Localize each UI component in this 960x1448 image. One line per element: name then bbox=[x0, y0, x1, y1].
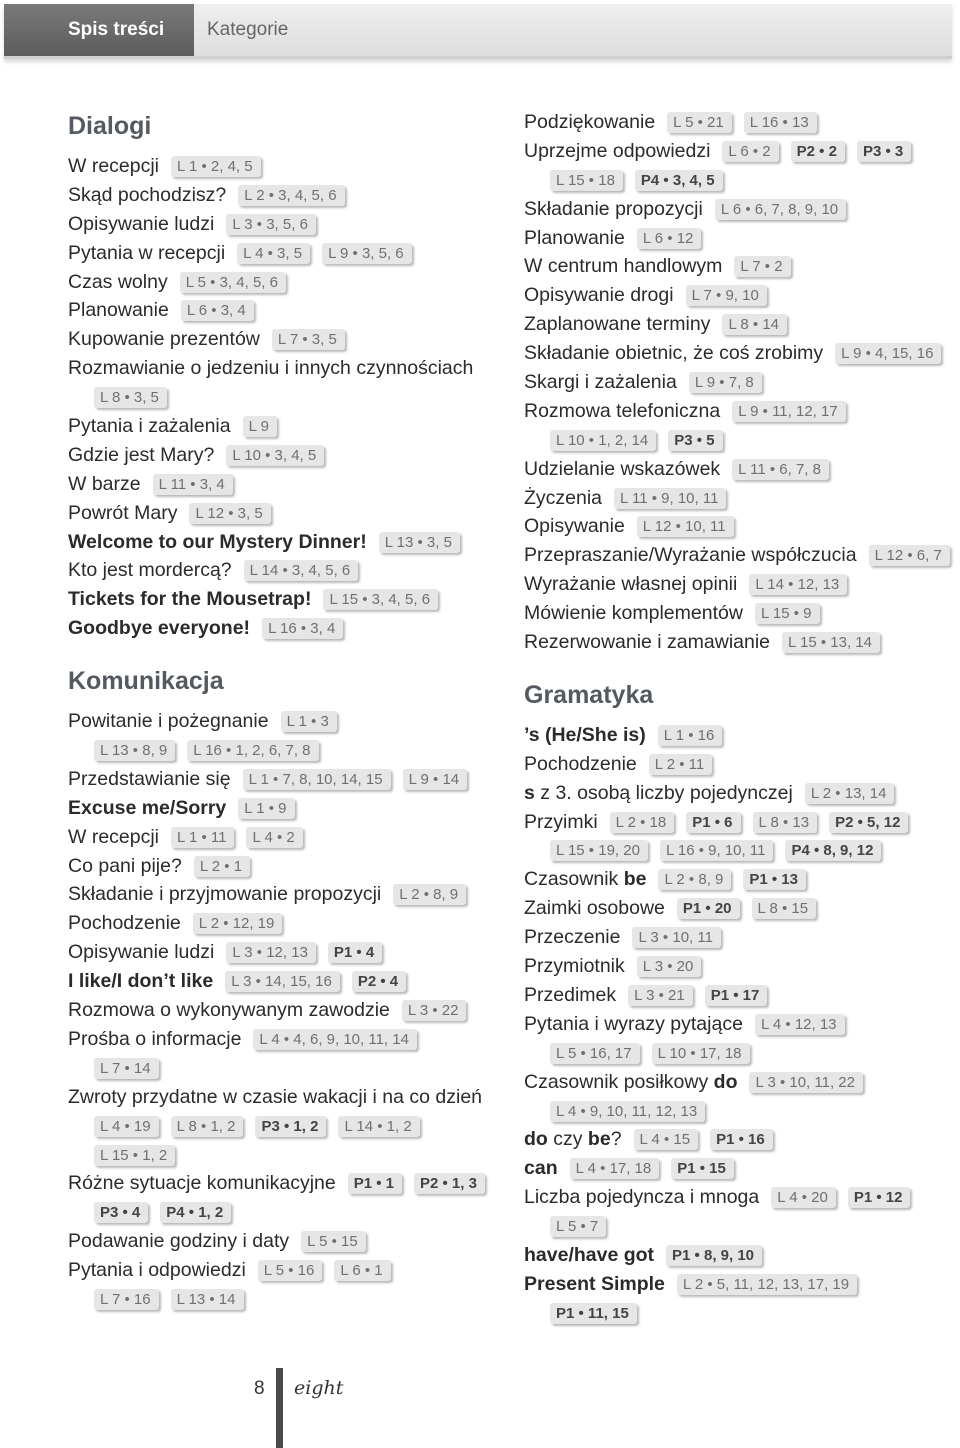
entry-label-bold: do bbox=[713, 1070, 738, 1093]
index-entry bbox=[68, 1025, 508, 1054]
entry-label[interactable]: W centrum handlowym bbox=[524, 255, 723, 278]
index-entry bbox=[68, 239, 508, 268]
entry-label[interactable]: Co pani pije? bbox=[68, 854, 182, 877]
index-entry bbox=[524, 1039, 949, 1068]
index-entry bbox=[68, 383, 508, 412]
entry-label[interactable]: Tickets for the Mousetrap! bbox=[68, 588, 312, 611]
section-heading: Dialogi bbox=[68, 112, 152, 140]
index-entry bbox=[68, 499, 508, 528]
entry-label[interactable]: Skąd pochodzisz? bbox=[68, 183, 227, 206]
lesson-reference-badge[interactable]: P4 • 3, 4, 5 bbox=[635, 170, 723, 191]
lesson-reference-badge[interactable]: L 3 • 3, 5, 6 bbox=[226, 214, 316, 235]
lesson-reference-badge[interactable]: P1 • 17 bbox=[705, 985, 768, 1006]
lesson-reference-badge[interactable]: L 4 • 3, 5 bbox=[237, 243, 310, 264]
lesson-reference-badge[interactable]: L 12 • 3, 5 bbox=[189, 503, 270, 524]
index-entry bbox=[524, 1183, 949, 1212]
lesson-reference-badge[interactable]: L 1 • 9 bbox=[238, 798, 294, 819]
index-entry bbox=[524, 1010, 949, 1039]
lesson-reference-badge[interactable]: L 8 • 1, 2 bbox=[171, 1116, 244, 1137]
entry-label-bold: do bbox=[524, 1128, 548, 1151]
lesson-reference-badge[interactable]: L 10 • 17, 18 bbox=[652, 1043, 750, 1064]
lesson-reference-badge[interactable]: L 5 • 7 bbox=[550, 1216, 606, 1237]
lesson-reference-badge[interactable]: L 9 • 11, 12, 17 bbox=[732, 401, 846, 422]
entry-label[interactable]: Udzielanie wskazówek bbox=[524, 457, 721, 480]
index-entry bbox=[524, 108, 949, 137]
index-entry bbox=[68, 354, 508, 383]
index-entry bbox=[68, 441, 508, 470]
lesson-reference-badge[interactable]: L 8 • 13 bbox=[753, 812, 818, 833]
lesson-reference-badge[interactable]: L 10 • 1, 2, 14 bbox=[550, 430, 656, 451]
index-entry bbox=[68, 152, 508, 181]
lesson-reference-badge[interactable]: L 15 • 9 bbox=[755, 603, 820, 624]
index-entry bbox=[524, 808, 949, 837]
index-entry bbox=[68, 296, 508, 325]
entry-label[interactable]: Rezerwowanie i zamawianie bbox=[524, 631, 771, 654]
lesson-reference-badge[interactable]: L 6 • 1 bbox=[334, 1260, 390, 1281]
index-entry bbox=[68, 852, 508, 881]
lesson-reference-badge[interactable]: L 6 • 6, 7, 8, 9, 10 bbox=[715, 199, 846, 220]
lesson-reference-badge[interactable]: L 4 • 4, 6, 9, 10, 11, 14 bbox=[253, 1029, 417, 1050]
index-entry bbox=[68, 1112, 508, 1141]
lesson-reference-badge[interactable]: L 9 • 7, 8 bbox=[689, 372, 762, 393]
entry-label[interactable] bbox=[524, 782, 793, 804]
entry-label-text: Czasownik posiłkowy bbox=[524, 1070, 714, 1093]
entry-label[interactable]: Pochodzenie bbox=[524, 752, 637, 775]
index-entry bbox=[524, 952, 949, 981]
lesson-reference-badge[interactable]: L 2 • 18 bbox=[610, 812, 675, 833]
entry-label[interactable]: Rozmowa o wykonywanym zawodzie bbox=[68, 999, 390, 1022]
lesson-reference-badge[interactable]: P1 • 11, 15 bbox=[550, 1303, 637, 1324]
entry-label-text: ? bbox=[610, 1128, 622, 1151]
index-entry bbox=[524, 1154, 949, 1183]
index-entry bbox=[524, 281, 949, 310]
page-number: 8 bbox=[254, 1378, 265, 1399]
lesson-reference-badge[interactable]: L 5 • 15 bbox=[301, 1231, 366, 1252]
lesson-reference-badge[interactable]: P2 • 1, 3 bbox=[414, 1173, 485, 1194]
lesson-reference-badge[interactable]: L 14 • 12, 13 bbox=[749, 574, 847, 595]
entry-label[interactable]: Pytania i wyrazy pytające bbox=[524, 1012, 743, 1035]
entry-label[interactable]: Przymiotnik bbox=[524, 955, 625, 978]
entry-label[interactable] bbox=[524, 1128, 622, 1150]
lesson-reference-badge[interactable]: L 3 • 20 bbox=[637, 956, 702, 977]
lesson-reference-badge[interactable]: L 12 • 6, 7 bbox=[869, 545, 950, 566]
entry-label[interactable]: Opisywanie bbox=[524, 515, 625, 538]
lesson-reference-badge[interactable]: L 7 • 9, 10 bbox=[686, 285, 767, 306]
index-entry bbox=[68, 1227, 508, 1256]
footer-divider bbox=[276, 1368, 283, 1448]
index-entry bbox=[524, 512, 949, 541]
entry-label[interactable]: have/have got bbox=[524, 1243, 655, 1266]
index-entry bbox=[524, 1125, 949, 1154]
lesson-reference-badge[interactable]: L 9 • 4, 15, 16 bbox=[835, 343, 941, 364]
lesson-reference-badge[interactable]: P3 • 1, 2 bbox=[255, 1116, 326, 1137]
lesson-reference-badge[interactable]: L 4 • 20 bbox=[771, 1187, 836, 1208]
lesson-reference-badge[interactable]: L 7 • 3, 5 bbox=[272, 329, 345, 350]
lesson-reference-badge[interactable]: L 6 • 3, 4 bbox=[181, 300, 254, 321]
index-entry bbox=[68, 614, 508, 643]
lesson-reference-badge[interactable]: L 12 • 10, 11 bbox=[637, 516, 734, 537]
entry-label[interactable]: Planowanie bbox=[68, 299, 169, 322]
lesson-reference-badge[interactable]: L 5 • 21 bbox=[667, 112, 732, 133]
section-heading: Komunikacja bbox=[68, 667, 224, 696]
entry-label[interactable]: Rozmowa telefoniczna bbox=[524, 399, 721, 422]
entry-label[interactable]: Liczba pojedyncza i mnoga bbox=[524, 1186, 760, 1209]
index-entry bbox=[524, 1212, 949, 1241]
entry-label[interactable]: Przyimki bbox=[524, 810, 598, 833]
entry-label[interactable]: Opisywanie ludzi bbox=[68, 941, 215, 964]
entry-label[interactable]: Pytania i odpowiedzi bbox=[68, 1259, 246, 1282]
lesson-reference-badge[interactable]: L 15 • 1, 2 bbox=[94, 1145, 175, 1166]
index-entry bbox=[524, 310, 949, 339]
lesson-reference-badge[interactable]: L 13 • 8, 9 bbox=[94, 740, 175, 761]
lesson-reference-badge[interactable]: L 3 • 10, 11, 22 bbox=[749, 1072, 863, 1093]
lesson-reference-badge[interactable]: P1 • 1 bbox=[348, 1173, 402, 1194]
index-entry bbox=[68, 268, 508, 297]
entry-label[interactable]: Planowanie bbox=[524, 226, 625, 249]
lesson-reference-badge[interactable]: L 2 • 8, 9 bbox=[658, 869, 731, 890]
lesson-reference-badge[interactable]: P1 • 4 bbox=[328, 942, 382, 963]
lesson-reference-badge[interactable]: P1 • 15 bbox=[671, 1158, 734, 1179]
lesson-reference-badge[interactable]: L 1 • 16 bbox=[658, 725, 723, 746]
index-entry bbox=[524, 599, 949, 628]
index-entry bbox=[524, 981, 949, 1010]
index-entry bbox=[68, 880, 508, 909]
entry-label[interactable]: Czas wolny bbox=[68, 270, 168, 293]
lesson-reference-badge[interactable]: L 11 • 3, 4 bbox=[153, 474, 233, 495]
index-entry bbox=[68, 1256, 508, 1285]
lesson-reference-badge[interactable]: L 3 • 21 bbox=[628, 985, 693, 1006]
lesson-reference-badge[interactable]: L 4 • 15 bbox=[634, 1129, 699, 1150]
lesson-reference-badge[interactable]: P3 • 4 bbox=[94, 1202, 148, 1223]
lesson-reference-badge[interactable]: L 16 • 9, 10, 11 bbox=[660, 840, 774, 861]
index-entry bbox=[68, 794, 508, 823]
lesson-reference-badge[interactable]: L 9 • 3, 5, 6 bbox=[322, 243, 412, 264]
page-number-word: eight bbox=[294, 1377, 344, 1399]
entry-label[interactable]: Excuse me/Sorry bbox=[68, 796, 227, 819]
index-entry bbox=[524, 836, 949, 865]
lesson-reference-badge[interactable]: L 1 • 7, 8, 10, 14, 15 bbox=[243, 769, 391, 790]
entry-label[interactable]: Zaplanowane terminy bbox=[524, 313, 711, 336]
entry-label[interactable]: Skargi i zażalenia bbox=[524, 371, 677, 394]
lesson-reference-badge[interactable]: L 15 • 13, 14 bbox=[782, 632, 880, 653]
lesson-reference-badge[interactable]: P2 • 4 bbox=[352, 971, 406, 992]
lesson-reference-badge[interactable]: L 2 • 3, 4, 5, 6 bbox=[238, 185, 344, 206]
lesson-reference-badge[interactable]: L 13 • 14 bbox=[171, 1289, 244, 1310]
index-entry bbox=[524, 252, 949, 281]
index-entry bbox=[68, 765, 508, 794]
lesson-reference-badge[interactable]: L 4 • 19 bbox=[94, 1116, 159, 1137]
lesson-reference-badge[interactable]: L 9 • 14 bbox=[403, 769, 468, 790]
lesson-reference-badge[interactable]: P1 • 13 bbox=[743, 869, 806, 890]
entry-label-text: czy bbox=[547, 1128, 588, 1151]
lesson-reference-badge[interactable]: L 9 bbox=[243, 416, 277, 437]
entry-label[interactable] bbox=[524, 1071, 737, 1093]
entry-label[interactable]: Gdzie jest Mary? bbox=[68, 443, 215, 466]
index-entry bbox=[524, 137, 949, 166]
index-entry bbox=[524, 484, 949, 513]
tab-bar bbox=[4, 4, 952, 59]
entry-label[interactable]: Podawanie godziny i daty bbox=[68, 1230, 290, 1253]
index-entry bbox=[524, 1097, 949, 1126]
lesson-reference-badge[interactable]: P2 • 2 bbox=[791, 141, 845, 162]
entry-label[interactable]: Składanie propozycji bbox=[524, 197, 703, 220]
index-entry bbox=[68, 1198, 508, 1227]
lesson-reference-badge[interactable]: L 1 • 2, 4, 5 bbox=[171, 156, 261, 177]
entry-label[interactable]: Przedimek bbox=[524, 983, 617, 1006]
entry-label[interactable]: Welcome to our Mystery Dinner! bbox=[68, 530, 367, 553]
index-entry bbox=[524, 397, 949, 426]
entry-label[interactable]: Mówienie komplementów bbox=[524, 602, 743, 625]
lesson-reference-badge[interactable]: L 16 • 3, 4 bbox=[262, 618, 343, 639]
index-entry bbox=[68, 707, 508, 736]
index-entry bbox=[524, 721, 949, 750]
lesson-reference-badge[interactable]: L 3 • 12, 13 bbox=[226, 942, 316, 963]
lesson-reference-badge[interactable]: L 15 • 18 bbox=[550, 170, 623, 191]
index-entry bbox=[524, 195, 949, 224]
lesson-reference-badge[interactable]: L 8 • 3, 5 bbox=[94, 387, 167, 408]
entry-label-bold: s bbox=[524, 781, 535, 804]
entry-label[interactable]: Kupowanie prezentów bbox=[68, 328, 260, 351]
lesson-reference-badge[interactable]: L 2 • 11 bbox=[649, 754, 712, 775]
lesson-reference-badge[interactable]: L 7 • 2 bbox=[734, 256, 790, 277]
lesson-reference-badge[interactable]: L 15 • 19, 20 bbox=[550, 840, 648, 861]
entry-label[interactable]: Różne sytuacje komunikacyjne bbox=[68, 1172, 336, 1195]
lesson-reference-badge[interactable]: L 2 • 13, 14 bbox=[805, 783, 895, 804]
lesson-reference-badge[interactable]: L 4 • 17, 18 bbox=[570, 1158, 660, 1179]
entry-label[interactable]: Pytania i zażalenia bbox=[68, 415, 231, 438]
entry-label[interactable]: Podziękowanie bbox=[524, 111, 656, 133]
lesson-reference-badge[interactable]: P4 • 8, 9, 12 bbox=[785, 840, 881, 861]
lesson-reference-badge[interactable]: L 2 • 8, 9 bbox=[393, 884, 466, 905]
lesson-reference-badge[interactable]: L 13 • 3, 5 bbox=[379, 532, 460, 553]
entry-label[interactable]: Prośba o informacje bbox=[68, 1027, 242, 1050]
entry-label[interactable]: W recepcji bbox=[68, 155, 160, 177]
lesson-reference-badge[interactable]: L 3 • 22 bbox=[402, 1000, 467, 1021]
index-entry bbox=[68, 1054, 508, 1083]
lesson-reference-badge[interactable]: P1 • 6 bbox=[686, 812, 740, 833]
index-entry bbox=[68, 528, 508, 557]
lesson-reference-badge[interactable]: L 5 • 16, 17 bbox=[550, 1043, 640, 1064]
index-entry bbox=[68, 1285, 508, 1314]
index-entry bbox=[524, 1270, 949, 1299]
section-heading: Gramatyka bbox=[524, 680, 654, 709]
lesson-reference-badge[interactable]: L 4 • 12, 13 bbox=[755, 1014, 845, 1035]
entry-label[interactable]: Goodbye everyone! bbox=[68, 617, 251, 640]
lesson-reference-badge[interactable]: P3 • 3 bbox=[857, 141, 911, 162]
lesson-reference-badge[interactable]: P1 • 8, 9, 10 bbox=[666, 1245, 762, 1266]
entry-label[interactable]: Kto jest mordercą? bbox=[68, 559, 232, 582]
entry-label[interactable]: ’s (He/She is) bbox=[524, 723, 646, 746]
entry-label[interactable]: can bbox=[524, 1157, 558, 1180]
index-entry bbox=[68, 1083, 508, 1112]
entry-label[interactable]: Opisywanie drogi bbox=[524, 284, 674, 307]
lesson-reference-badge[interactable]: L 4 • 2 bbox=[246, 827, 302, 848]
entry-label-bold: be bbox=[623, 868, 647, 891]
entry-label[interactable]: Powitanie i pożegnanie bbox=[68, 710, 269, 733]
lesson-reference-badge[interactable]: L 6 • 12 bbox=[637, 228, 702, 249]
lesson-reference-badge[interactable]: L 11 • 6, 7, 8 bbox=[732, 459, 829, 480]
index-entry bbox=[68, 736, 508, 765]
index-entry bbox=[68, 210, 508, 239]
lesson-reference-badge[interactable]: L 11 • 9, 10, 11 bbox=[614, 488, 726, 509]
lesson-reference-badge[interactable]: L 14 • 3, 4, 5, 6 bbox=[244, 560, 359, 581]
lesson-reference-badge[interactable]: P3 • 5 bbox=[668, 430, 722, 451]
lesson-reference-badge[interactable]: L 15 • 3, 4, 5, 6 bbox=[323, 589, 438, 610]
entry-label-bold: be bbox=[587, 1128, 611, 1151]
index-entry bbox=[68, 967, 508, 996]
entry-label[interactable]: Present Simple bbox=[524, 1272, 665, 1295]
entry-label[interactable]: Rozmawianie o jedzeniu i innych czynnościach bbox=[68, 357, 474, 380]
lesson-reference-badge[interactable]: L 14 • 1, 2 bbox=[338, 1116, 419, 1137]
index-entry bbox=[524, 570, 949, 599]
entry-label[interactable]: Składanie obietnic, że coś zrobimy bbox=[524, 342, 824, 365]
lesson-reference-badge[interactable]: L 2 • 5, 11, 12, 13, 17, 19 bbox=[677, 1274, 857, 1295]
entry-label-text: Czasownik bbox=[524, 868, 624, 891]
entry-label[interactable]: Życzenia bbox=[524, 486, 603, 509]
lesson-reference-badge[interactable]: L 10 • 3, 4, 5 bbox=[226, 445, 324, 466]
entry-label[interactable]: Pytania w recepcji bbox=[68, 241, 226, 264]
index-entry bbox=[68, 1169, 508, 1198]
entry-label[interactable]: Uprzejme odpowiedzi bbox=[524, 139, 711, 162]
index-entry bbox=[68, 325, 508, 354]
entry-label[interactable]: Opisywanie ludzi bbox=[68, 212, 215, 235]
index-entry bbox=[68, 1141, 508, 1170]
index-entry bbox=[68, 181, 508, 210]
lesson-reference-badge[interactable]: L 1 • 3 bbox=[281, 711, 337, 732]
entry-label[interactable]: W recepcji bbox=[68, 825, 160, 848]
lesson-reference-badge[interactable]: L 6 • 2 bbox=[722, 141, 778, 162]
lesson-reference-badge[interactable]: L 4 • 9, 10, 11, 12, 13 bbox=[550, 1101, 705, 1122]
index-entry bbox=[524, 541, 949, 570]
lesson-reference-badge[interactable]: L 8 • 15 bbox=[752, 898, 817, 919]
lesson-reference-badge[interactable]: L 8 • 14 bbox=[722, 314, 787, 335]
index-entry bbox=[68, 996, 508, 1025]
right-column bbox=[524, 108, 949, 1328]
index-entry bbox=[68, 556, 508, 585]
index-entry bbox=[524, 779, 949, 808]
entry-label[interactable]: Pochodzenie bbox=[68, 912, 181, 935]
lesson-reference-badge[interactable]: P1 • 12 bbox=[848, 1187, 911, 1208]
index-entry bbox=[524, 1299, 949, 1328]
index-entry bbox=[68, 823, 508, 852]
index-entry bbox=[524, 1068, 949, 1097]
lesson-reference-badge[interactable]: P4 • 1, 2 bbox=[160, 1202, 231, 1223]
entry-label[interactable]: Zaimki osobowe bbox=[524, 897, 665, 920]
entry-label[interactable]: Przedstawianie się bbox=[68, 767, 231, 790]
index-entry bbox=[524, 750, 949, 779]
index-entry bbox=[524, 426, 949, 455]
lesson-reference-badge[interactable]: P1 • 20 bbox=[677, 898, 740, 919]
entry-label[interactable]: Wyrażanie własnej opinii bbox=[524, 573, 738, 596]
index-entry bbox=[524, 1241, 949, 1270]
lesson-reference-badge[interactable]: L 16 • 13 bbox=[744, 112, 817, 133]
index-entry bbox=[68, 909, 508, 938]
entry-label[interactable]: I like/I don’t like bbox=[68, 970, 214, 993]
tab-spis-tresci[interactable]: Spis treści bbox=[4, 4, 194, 56]
entry-label[interactable]: Zwroty przydatne w czasie wakacji i na co dzień bbox=[68, 1085, 483, 1108]
lesson-reference-badge[interactable]: L 3 • 10, 11 bbox=[632, 927, 720, 948]
index-entry bbox=[68, 938, 508, 967]
index-entry bbox=[524, 339, 949, 368]
lesson-reference-badge[interactable]: L 2 • 12, 19 bbox=[193, 913, 283, 934]
index-entry bbox=[524, 628, 949, 657]
entry-label[interactable] bbox=[524, 868, 646, 890]
index-entry bbox=[524, 923, 949, 952]
index-entry bbox=[524, 865, 949, 894]
lesson-reference-badge[interactable]: P1 • 16 bbox=[710, 1129, 773, 1150]
entry-label[interactable]: Przeczenie bbox=[524, 926, 621, 949]
index-entry bbox=[68, 585, 508, 614]
entry-label[interactable]: Przepraszanie/Wyrażanie współczucia bbox=[524, 544, 857, 567]
lesson-reference-badge[interactable]: L 7 • 14 bbox=[94, 1058, 159, 1079]
lesson-reference-badge[interactable]: L 5 • 16 bbox=[258, 1260, 323, 1281]
left-column bbox=[68, 108, 508, 1314]
index-entry bbox=[524, 368, 949, 397]
entry-label[interactable]: Powrót Mary bbox=[68, 501, 178, 524]
index-entry bbox=[524, 166, 949, 195]
index-entry bbox=[524, 894, 949, 923]
lesson-reference-badge[interactable]: L 5 • 3, 4, 5, 6 bbox=[180, 272, 286, 293]
index-entry bbox=[68, 470, 508, 499]
lesson-reference-badge[interactable]: L 16 • 1, 2, 6, 7, 8 bbox=[187, 740, 318, 761]
index-entry bbox=[524, 455, 949, 484]
lesson-reference-badge[interactable]: L 3 • 14, 15, 16 bbox=[225, 971, 340, 992]
lesson-reference-badge[interactable]: L 1 • 11 bbox=[171, 827, 234, 848]
index-entry bbox=[524, 224, 949, 253]
index-entry bbox=[68, 412, 508, 441]
entry-label[interactable]: Składanie i przyjmowanie propozycji bbox=[68, 883, 382, 906]
lesson-reference-badge[interactable]: P2 • 5, 12 bbox=[829, 812, 908, 833]
entry-label[interactable]: W barze bbox=[68, 472, 141, 495]
tab-kategorie[interactable]: Kategorie bbox=[207, 19, 289, 40]
lesson-reference-badge[interactable]: L 7 • 16 bbox=[94, 1289, 159, 1310]
entry-label-text: z 3. osobą liczby pojedynczej bbox=[534, 781, 793, 804]
lesson-reference-badge[interactable]: L 2 • 1 bbox=[194, 856, 250, 877]
